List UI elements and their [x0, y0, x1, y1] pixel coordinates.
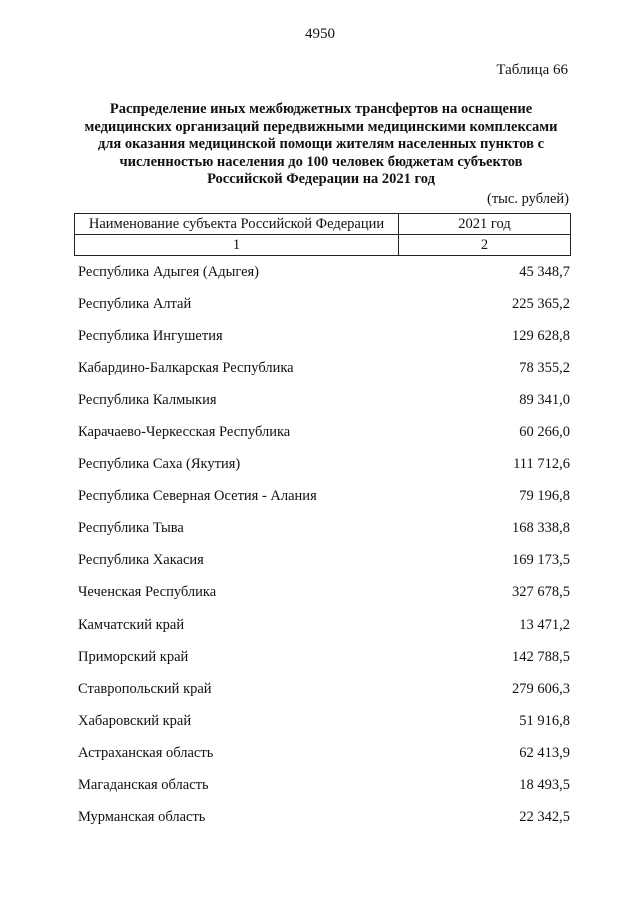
table-row: [78, 737, 570, 769]
table-row: [78, 513, 570, 545]
subject-name: Чеченская Республика: [78, 584, 217, 601]
table-row: [78, 545, 570, 577]
subject-name: Кабардино-Балкарская Республика: [78, 359, 294, 376]
amount-value: 51 916,8: [519, 712, 570, 729]
table-row: [78, 416, 570, 448]
subject-name: Хабаровский край: [78, 712, 192, 729]
title-line: для оказания медицинской помощи жителям населенных пунктов с: [97, 136, 545, 152]
amount-value: 168 338,8: [512, 520, 570, 537]
table-row: [78, 320, 570, 352]
subject-name: Ставропольский край: [78, 680, 212, 697]
subject-name: Республика Северная Осетия - Алания: [78, 488, 317, 505]
amount-value: 279 606,3: [512, 680, 570, 697]
column-header-year: 2021 год: [399, 214, 571, 235]
column-number-1: 1: [75, 235, 399, 256]
table-row: [78, 577, 570, 609]
subject-name: Астраханская область: [78, 744, 214, 761]
amount-value: 22 342,5: [519, 809, 570, 826]
amount-value: 129 628,8: [512, 327, 570, 344]
table-row: [78, 288, 570, 320]
amount-value: 45 348,7: [519, 263, 570, 280]
table-row: [78, 352, 570, 384]
subject-name: Республика Адыгея (Адыгея): [78, 263, 260, 280]
subject-name: Республика Хакасия: [78, 552, 204, 569]
amount-value: 169 173,5: [512, 552, 570, 569]
column-header-subject: Наименование субъекта Российской Федерации: [75, 214, 399, 235]
amount-value: 78 355,2: [519, 359, 570, 376]
table-row: [78, 384, 570, 416]
subject-name: Республика Ингушетия: [78, 327, 223, 344]
table-body: [78, 256, 570, 834]
table-row: [78, 256, 570, 288]
subject-name: Камчатский край: [78, 616, 185, 633]
document-title: [70, 101, 572, 189]
amount-value: 60 266,0: [519, 424, 570, 441]
subject-name: Республика Саха (Якутия): [78, 456, 241, 473]
amount-value: 62 413,9: [519, 744, 570, 761]
table-row: [78, 449, 570, 481]
subject-name: Республика Алтай: [78, 295, 192, 312]
table-row: [78, 802, 570, 834]
table-header: [74, 213, 571, 256]
title-line: Российской Федерации на 2021 год: [207, 171, 435, 187]
title-line: Распределение иных межбюджетных трансфертов на оснащение: [109, 101, 533, 117]
subject-name: Магаданская область: [78, 777, 209, 794]
subject-name: Карачаево-Черкесская Республика: [78, 424, 291, 441]
page-number: 4950: [305, 26, 335, 42]
table-label: Таблица 66: [496, 62, 568, 78]
amount-value: 142 788,5: [512, 648, 570, 665]
title-line: численностью населения до 100 человек бюджетам субъектов: [119, 153, 523, 170]
table-row: [78, 673, 570, 705]
units-label: (тыс. рублей): [487, 191, 569, 207]
subject-name: Приморский край: [78, 648, 189, 665]
amount-value: 89 341,0: [519, 391, 570, 408]
amount-value: 13 471,2: [519, 616, 570, 633]
subject-name: Мурманская область: [78, 809, 206, 826]
amount-value: 111 712,6: [513, 456, 570, 473]
amount-value: 18 493,5: [519, 777, 570, 794]
subject-name: Республика Калмыкия: [78, 391, 217, 408]
amount-value: 79 196,8: [519, 488, 570, 505]
table-row: [78, 770, 570, 802]
table-row: [78, 705, 570, 737]
table-row: [78, 609, 570, 641]
title-line: медицинских организаций передвижными медицинскими комплексами: [84, 118, 558, 135]
column-number-2: 2: [399, 235, 571, 256]
table-row: [78, 641, 570, 673]
amount-value: 327 678,5: [512, 584, 570, 601]
table-row: [78, 481, 570, 513]
subject-name: Республика Тыва: [78, 520, 184, 537]
amount-value: 225 365,2: [512, 295, 570, 312]
